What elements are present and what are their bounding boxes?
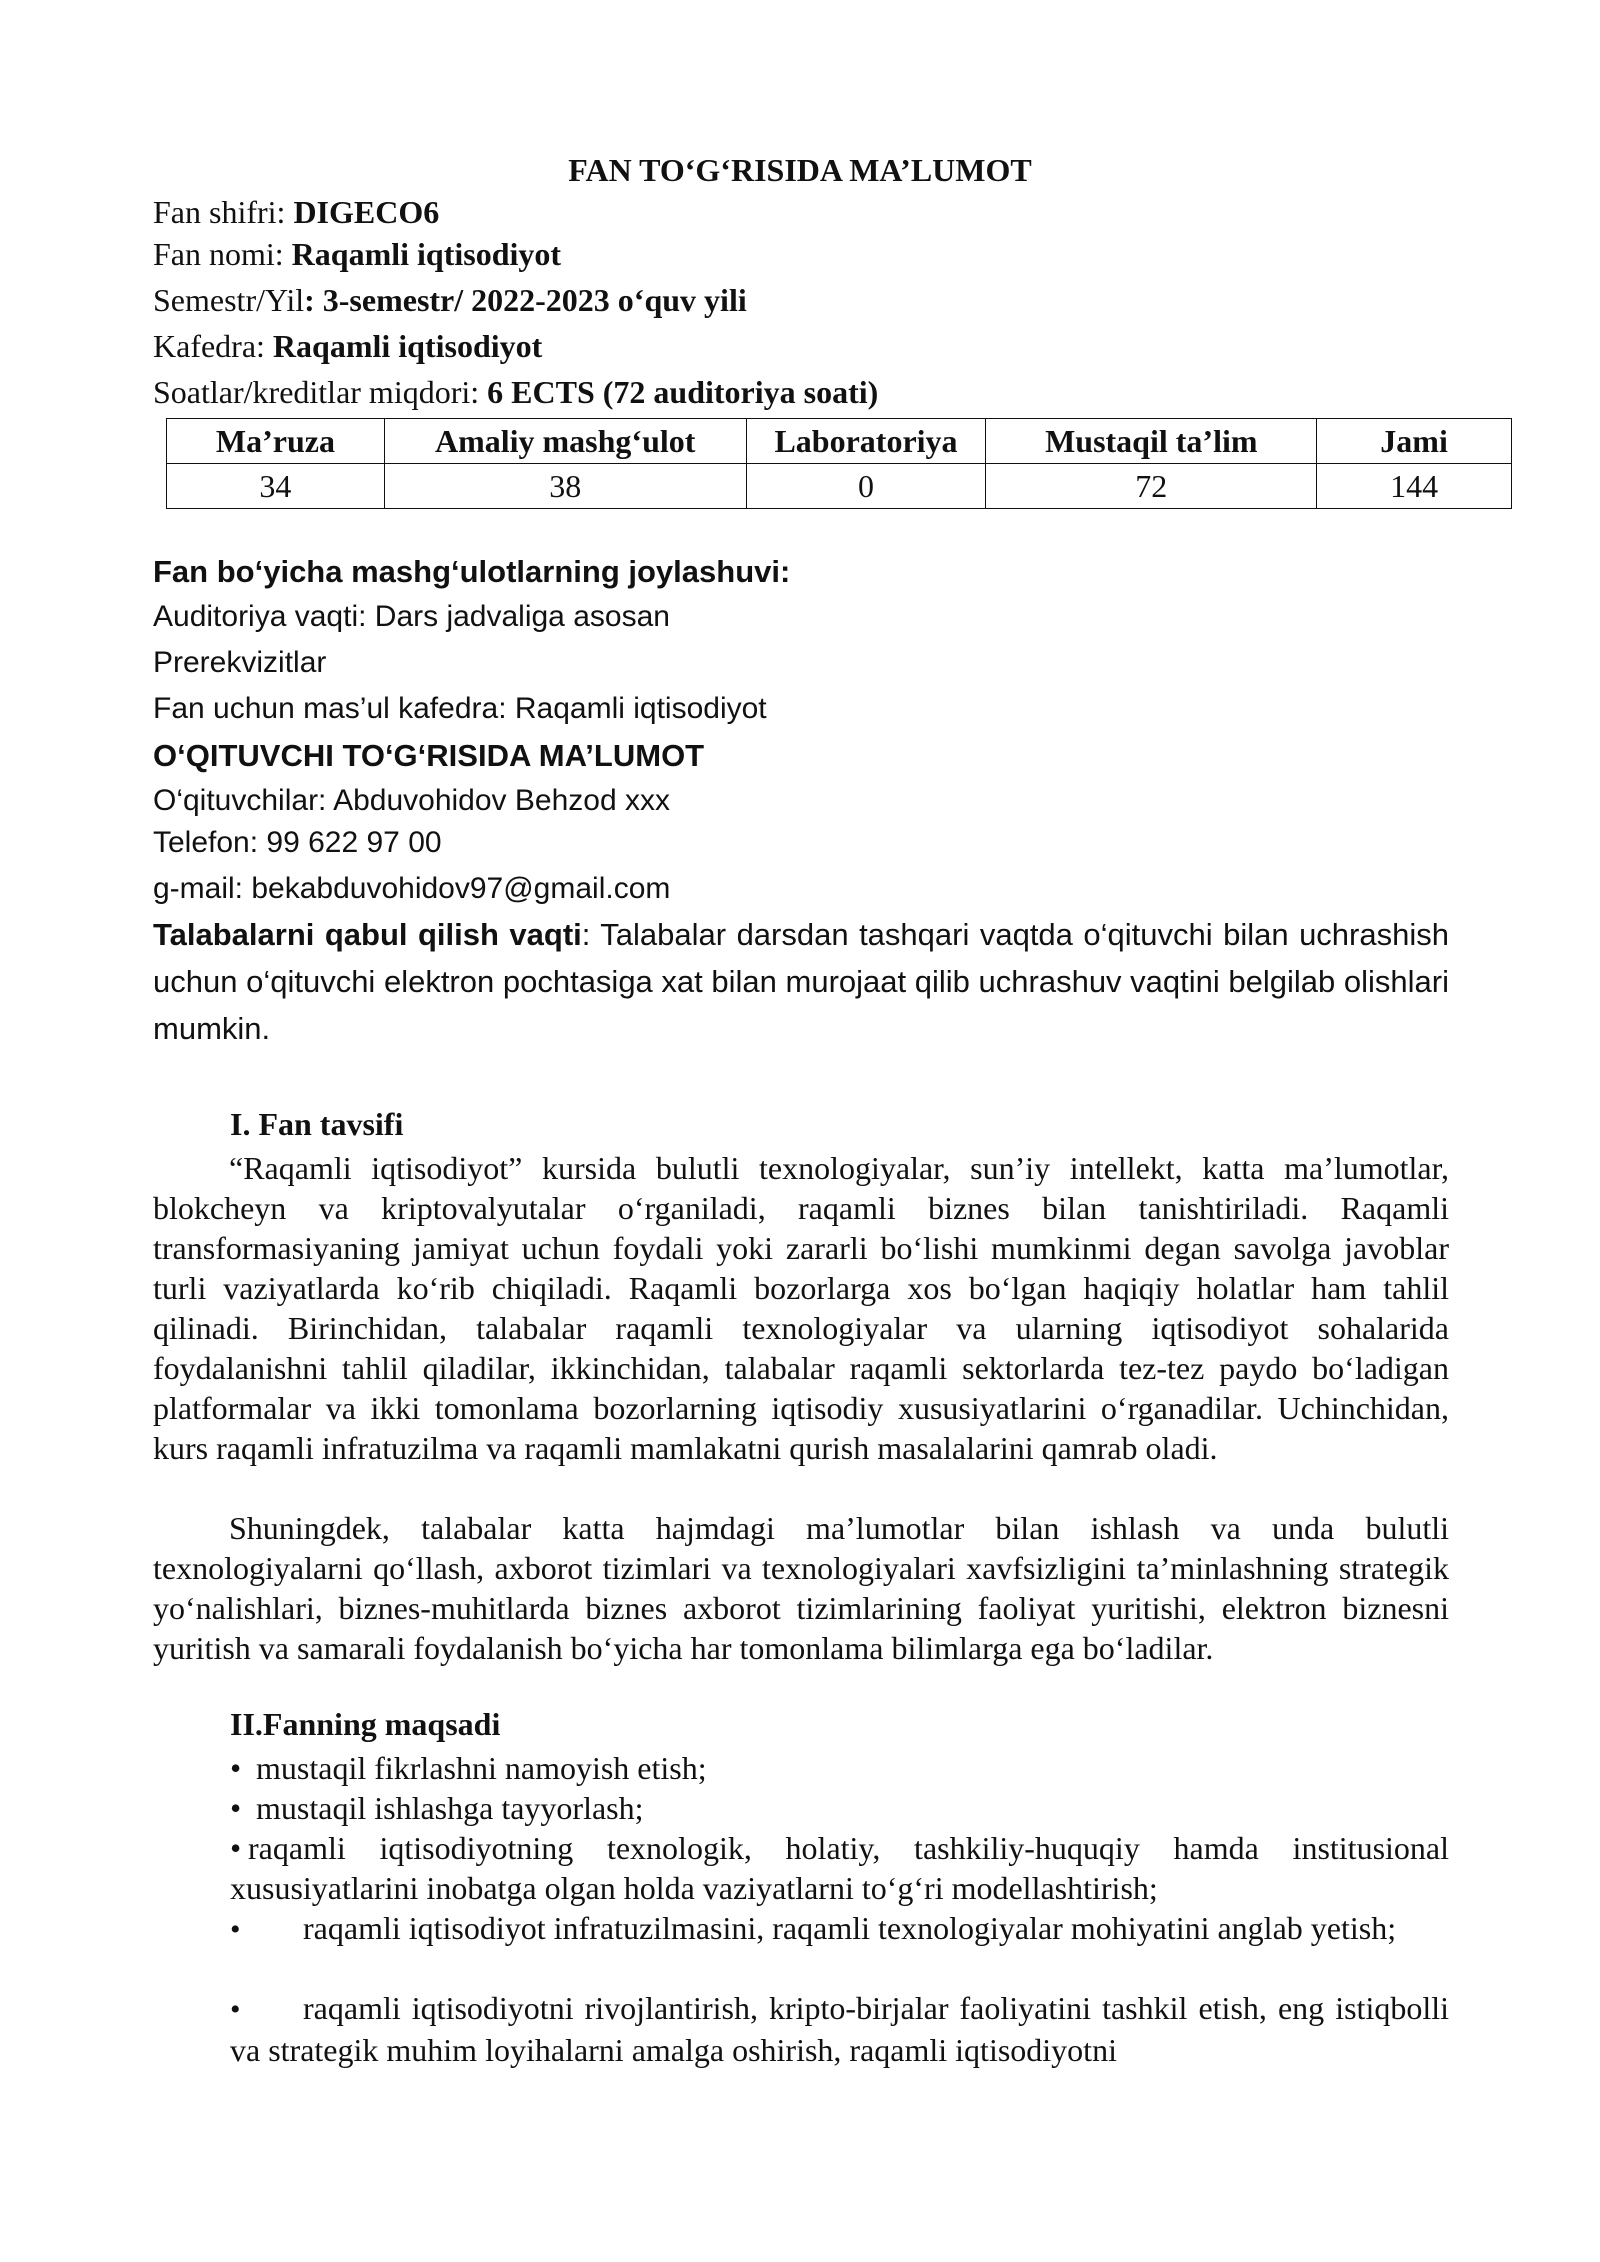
goal-text-3: raqamli iqtisodiyotning texnologik, holatiy, tashkiliy-huquqiy hamda institusional xususiyatlarini inobatga olgan holda vaziyatlarni to‘g‘ri modellashtirish; — [230, 1830, 1449, 1906]
header-independent: Mustaqil ta’lim — [986, 419, 1317, 464]
hours-table-header-row — [167, 419, 1512, 464]
hours-table — [166, 418, 1512, 509]
document-title: FAN TO‘G‘RISIDA MA’LUMOT — [568, 152, 1032, 188]
bullet-marker: • — [230, 1993, 241, 2026]
section-1-paragraph-2: Shuningdek, talabalar katta hajmdagi ma’lumotlar bilan ishlash va unda bulutli texnologiyalarni qo‘llash, axborot tizimlari va texnologiyalari xavfsizligini ta’minlashning strategik yo‘nalishlari, biznes-muhitlarda biznes axborot tizimlarining faoliyat yuritishi, elektron biznesni yuritish va samarali foydalanish bo‘yicha har tomonlama bilimlarga ega bo‘ladilar. — [153, 1510, 1449, 1666]
goal-bullet-1 — [230, 1748, 1449, 1788]
reception-paragraph — [153, 911, 1449, 1052]
header-total: Jami — [1317, 419, 1512, 464]
department-value: Raqamli iqtisodiyot — [272, 328, 543, 364]
credits-value: 6 ECTS (72 auditoriya soati) — [487, 374, 879, 410]
responsible-department: Fan uchun mas’ul kafedra: Raqamli iqtisodiyot — [153, 692, 767, 725]
location-heading: Fan bo‘yicha mashg‘ulotlarning joylashuvi: — [153, 554, 791, 589]
teacher-phone: Telefon: 99 622 97 00 — [153, 826, 442, 859]
bullet-marker: • — [230, 1830, 242, 1866]
hours-table-value-row — [167, 464, 1512, 509]
goal-text-4: raqamli iqtisodiyot infratuzilmasini, raqamli texnologiyalar mohiyatini anglab yetish; — [303, 1910, 1397, 1946]
course-code-line — [153, 194, 439, 231]
header-practical: Amaliy mashg‘ulot — [384, 419, 746, 464]
goal-bullet-3 — [230, 1828, 1449, 1908]
teacher-heading: O‘QITUVCHI TO‘G‘RISIDA MA’LUMOT — [153, 738, 705, 773]
goal-bullet-2 — [230, 1788, 1449, 1828]
section-1-heading: I. Fan tavsifi — [230, 1106, 404, 1142]
teacher-email[interactable]: g-mail: bekabduvohidov97@gmail.com — [153, 872, 671, 905]
header-lecture: Ma’ruza — [167, 419, 385, 464]
goal-bullet-4 — [230, 1908, 1449, 1950]
department-label: Kafedra: — [153, 328, 273, 364]
value-lecture: 34 — [167, 464, 385, 509]
auditorium-time: Auditoriya vaqti: Dars jadvaliga asosan — [153, 600, 670, 633]
section-2-heading: II.Fanning maqsadi — [230, 1706, 501, 1742]
prerequisites: Prerekvizitlar — [153, 646, 327, 679]
goal-text-5: raqamli iqtisodiyotni rivojlantirish, kripto-birjalar faoliyatini tashkil etish, eng istiqbolli va strategik muhim loyihalarni amalga oshirish, raqamli iqtisodiyotni — [230, 1990, 1449, 2068]
value-total: 144 — [1317, 464, 1512, 509]
reception-text: : Talabalar darsdan tashqari vaqtda o‘qituvchi bilan uchrashish uchun o‘qituvchi elektron pochtasiga xat bilan murojaat qilib uchrashuv vaqtini belgilab olishlari mumkin. — [153, 917, 1449, 1046]
course-code-label: Fan shifri: — [153, 194, 294, 230]
semester-line — [153, 282, 747, 319]
goal-text-2: mustaqil ishlashga tayyorlash; — [256, 1790, 644, 1826]
bullet-marker: • — [230, 1750, 242, 1786]
course-code-value: DIGECO6 — [293, 194, 440, 230]
value-independent: 72 — [986, 464, 1317, 509]
course-name-line — [153, 236, 561, 273]
goal-text-1: mustaqil fikrlashni namoyish etish; — [256, 1750, 707, 1786]
goal-bullet-5 — [230, 1988, 1449, 2070]
department-line — [153, 328, 542, 365]
reception-label: Talabalarni qabul qilish vaqti — [153, 917, 582, 952]
semester-value: : 3-semestr/ 2022-2023 o‘quv yili — [304, 282, 747, 318]
header-laboratory: Laboratoriya — [746, 419, 986, 464]
credits-label: Soatlar/kreditlar miqdori: — [153, 374, 488, 410]
semester-label: Semestr/Yil — [153, 282, 305, 318]
bullet-marker: • — [230, 1913, 241, 1946]
value-laboratory: 0 — [746, 464, 986, 509]
bullet-marker: • — [230, 1790, 242, 1826]
teacher-names: O‘qituvchilar: Abduvohidov Behzod xxx — [153, 784, 670, 817]
credits-line — [153, 374, 878, 411]
course-name-label: Fan nomi: — [153, 236, 292, 272]
value-practical: 38 — [384, 464, 746, 509]
course-name-value: Raqamli iqtisodiyot — [291, 236, 562, 272]
section-1-paragraph-1: “Raqamli iqtisodiyot” kursida bulutli texnologiyalar, sun’iy intellekt, katta ma’lumotlar, blokcheyn va kriptovalyutalar o‘rganiladi, raqamli biznes bilan tanishtiriladi. Raqamli transformasiyaning jamiyat uchun foydali yoki zararli bo‘lishi mumkinmi degan savolga javoblar turli vaziyatlarda ko‘rib chiqiladi. Raqamli bozorlarga xos bo‘lgan haqiqiy holatlar ham tahlil qilinadi. Birinchidan, talabalar raqamli texnologiyalar va ularning iqtisodiyot sohalarida foydalanishni tahlil qiladilar, ikkinchidan, talabalar raqamli sektorlarda tez-tez paydo bo‘ladigan platformalar va ikki tomonlama bozorlarning iqtisodiy xususiyatlarini o‘rganadilar. Uchinchidan, kurs raqamli infratuzilma va raqamli mamlakatni qurish masalalarini qamrab oladi. — [153, 1150, 1449, 1466]
